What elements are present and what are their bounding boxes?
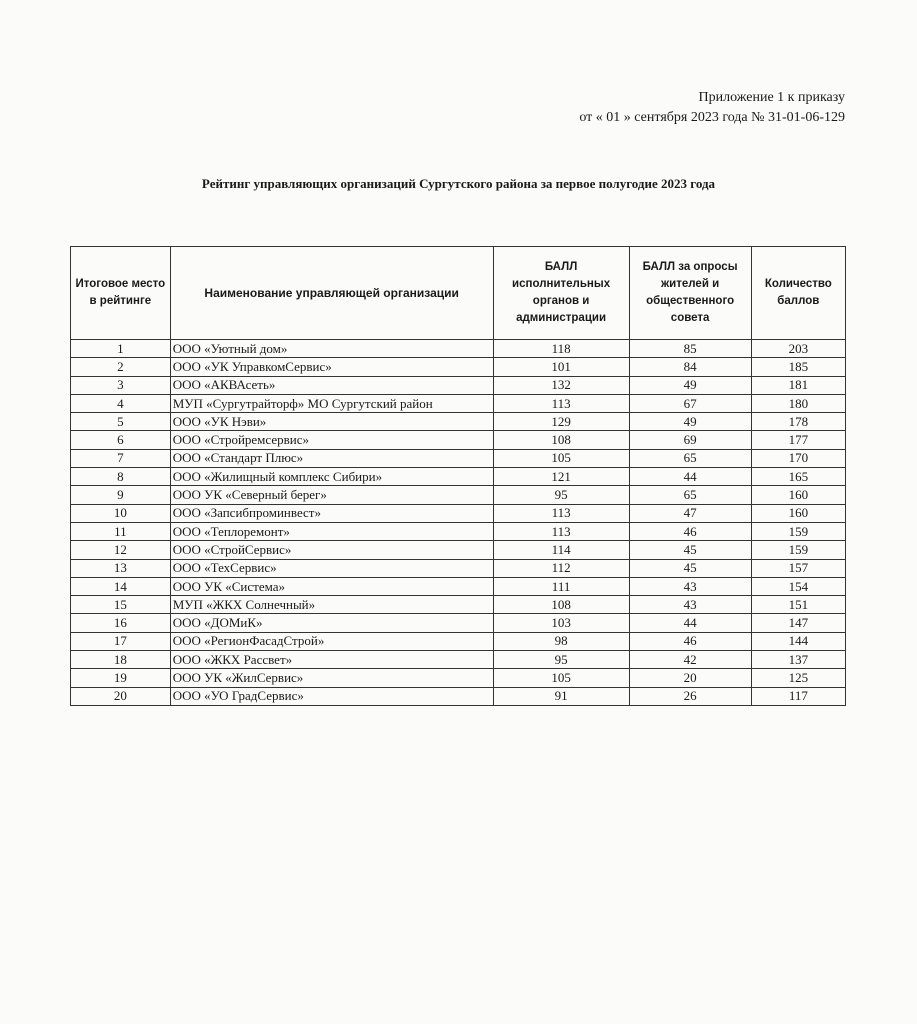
table-row xyxy=(71,431,846,449)
cell-place: 18 xyxy=(71,651,171,669)
order-reference-line: от « 01 » сентября 2023 года № 31-01-06-129 xyxy=(579,110,845,125)
table-row xyxy=(71,614,846,632)
cell-poll-score: 49 xyxy=(629,376,751,394)
column-header-poll-score: БАЛЛ за опросы жителей и общественного совета xyxy=(629,247,751,340)
table-header-row xyxy=(71,247,846,340)
cell-place: 7 xyxy=(71,449,171,467)
cell-organization: ООО «СтройСервис» xyxy=(170,541,493,559)
cell-exec-score: 112 xyxy=(493,559,629,577)
cell-organization: ООО «УК Нэви» xyxy=(170,413,493,431)
cell-exec-score: 113 xyxy=(493,522,629,540)
cell-exec-score: 121 xyxy=(493,468,629,486)
cell-exec-score: 113 xyxy=(493,504,629,522)
cell-total: 154 xyxy=(751,577,845,595)
cell-place: 20 xyxy=(71,687,171,705)
appendix-line: Приложение 1 к приказу xyxy=(698,90,845,105)
cell-poll-score: 42 xyxy=(629,651,751,669)
table-row xyxy=(71,669,846,687)
rating-table xyxy=(70,246,846,706)
table-row xyxy=(71,522,846,540)
cell-organization: ООО «ЖКХ Рассвет» xyxy=(170,651,493,669)
cell-organization: ООО УК «ЖилСервис» xyxy=(170,669,493,687)
cell-total: 159 xyxy=(751,522,845,540)
cell-organization: ООО УК «Система» xyxy=(170,577,493,595)
cell-total: 170 xyxy=(751,449,845,467)
cell-organization: ООО «Стройремсервис» xyxy=(170,431,493,449)
cell-poll-score: 49 xyxy=(629,413,751,431)
table-row xyxy=(71,468,846,486)
cell-total: 157 xyxy=(751,559,845,577)
cell-total: 117 xyxy=(751,687,845,705)
cell-place: 4 xyxy=(71,394,171,412)
cell-place: 10 xyxy=(71,504,171,522)
cell-exec-score: 111 xyxy=(493,577,629,595)
cell-organization: ООО «РегионФасадСтрой» xyxy=(170,632,493,650)
cell-exec-score: 105 xyxy=(493,669,629,687)
cell-place: 17 xyxy=(71,632,171,650)
appendix-header xyxy=(579,88,845,128)
cell-poll-score: 26 xyxy=(629,687,751,705)
cell-total: 165 xyxy=(751,468,845,486)
cell-total: 160 xyxy=(751,504,845,522)
cell-organization: ООО «ДОМиК» xyxy=(170,614,493,632)
cell-total: 125 xyxy=(751,669,845,687)
cell-poll-score: 67 xyxy=(629,394,751,412)
cell-poll-score: 44 xyxy=(629,468,751,486)
cell-poll-score: 69 xyxy=(629,431,751,449)
cell-place: 15 xyxy=(71,596,171,614)
cell-poll-score: 45 xyxy=(629,559,751,577)
cell-place: 11 xyxy=(71,522,171,540)
cell-total: 178 xyxy=(751,413,845,431)
cell-poll-score: 44 xyxy=(629,614,751,632)
cell-organization: ООО «Жилищный комплекс Сибири» xyxy=(170,468,493,486)
table-row xyxy=(71,340,846,358)
document-title: Рейтинг управляющих организаций Сургутского района за первое полугодие 2023 года xyxy=(201,176,716,191)
cell-poll-score: 84 xyxy=(629,358,751,376)
cell-place: 2 xyxy=(71,358,171,376)
cell-total: 160 xyxy=(751,486,845,504)
cell-total: 147 xyxy=(751,614,845,632)
cell-total: 185 xyxy=(751,358,845,376)
cell-exec-score: 108 xyxy=(493,596,629,614)
cell-exec-score: 118 xyxy=(493,340,629,358)
cell-organization: ООО «ТехСервис» xyxy=(170,559,493,577)
cell-organization: ООО «Теплоремонт» xyxy=(170,522,493,540)
cell-poll-score: 43 xyxy=(629,577,751,595)
cell-exec-score: 101 xyxy=(493,358,629,376)
cell-poll-score: 65 xyxy=(629,486,751,504)
cell-organization: ООО «АКВАсеть» xyxy=(170,376,493,394)
cell-organization: ООО «Уютный дом» xyxy=(170,340,493,358)
cell-total: 144 xyxy=(751,632,845,650)
cell-poll-score: 43 xyxy=(629,596,751,614)
cell-place: 3 xyxy=(71,376,171,394)
cell-place: 6 xyxy=(71,431,171,449)
cell-total: 203 xyxy=(751,340,845,358)
cell-place: 8 xyxy=(71,468,171,486)
cell-exec-score: 98 xyxy=(493,632,629,650)
table-row xyxy=(71,358,846,376)
cell-poll-score: 47 xyxy=(629,504,751,522)
cell-place: 5 xyxy=(71,413,171,431)
cell-poll-score: 46 xyxy=(629,632,751,650)
cell-place: 9 xyxy=(71,486,171,504)
cell-place: 13 xyxy=(71,559,171,577)
table-row xyxy=(71,559,846,577)
cell-exec-score: 113 xyxy=(493,394,629,412)
cell-exec-score: 91 xyxy=(493,687,629,705)
table-row xyxy=(71,486,846,504)
column-header-exec-score: БАЛЛ исполнительных органов и администрации xyxy=(493,247,629,340)
cell-exec-score: 95 xyxy=(493,651,629,669)
cell-poll-score: 46 xyxy=(629,522,751,540)
cell-place: 1 xyxy=(71,340,171,358)
cell-organization: ООО «Стандарт Плюс» xyxy=(170,449,493,467)
cell-poll-score: 20 xyxy=(629,669,751,687)
column-header-organization: Наименование управляющей организации xyxy=(170,247,493,340)
table-row xyxy=(71,376,846,394)
cell-organization: МУП «ЖКХ Солнечный» xyxy=(170,596,493,614)
table-row xyxy=(71,596,846,614)
cell-organization: МУП «Сургутрайторф» МО Сургутский район xyxy=(170,394,493,412)
cell-organization: ООО УК «Северный берег» xyxy=(170,486,493,504)
cell-exec-score: 132 xyxy=(493,376,629,394)
table-row xyxy=(71,413,846,431)
cell-organization: ООО «УО ГрадСервис» xyxy=(170,687,493,705)
cell-total: 151 xyxy=(751,596,845,614)
cell-poll-score: 85 xyxy=(629,340,751,358)
cell-poll-score: 65 xyxy=(629,449,751,467)
cell-organization: ООО «Запсибпроминвест» xyxy=(170,504,493,522)
cell-total: 181 xyxy=(751,376,845,394)
cell-total: 177 xyxy=(751,431,845,449)
table-row xyxy=(71,394,846,412)
cell-exec-score: 105 xyxy=(493,449,629,467)
cell-place: 19 xyxy=(71,669,171,687)
cell-poll-score: 45 xyxy=(629,541,751,559)
table-row xyxy=(71,687,846,705)
cell-exec-score: 129 xyxy=(493,413,629,431)
table-row xyxy=(71,541,846,559)
cell-exec-score: 103 xyxy=(493,614,629,632)
cell-exec-score: 108 xyxy=(493,431,629,449)
cell-place: 14 xyxy=(71,577,171,595)
cell-exec-score: 114 xyxy=(493,541,629,559)
cell-organization: ООО «УК УправкомСервис» xyxy=(170,358,493,376)
table-row xyxy=(71,449,846,467)
cell-total: 180 xyxy=(751,394,845,412)
cell-total: 137 xyxy=(751,651,845,669)
table-row xyxy=(71,504,846,522)
cell-place: 16 xyxy=(71,614,171,632)
table-row xyxy=(71,632,846,650)
column-header-place: Итоговое место в рейтинге xyxy=(71,247,171,340)
column-header-total: Количество баллов xyxy=(751,247,845,340)
table-row xyxy=(71,651,846,669)
table-row xyxy=(71,577,846,595)
cell-exec-score: 95 xyxy=(493,486,629,504)
cell-place: 12 xyxy=(71,541,171,559)
cell-total: 159 xyxy=(751,541,845,559)
